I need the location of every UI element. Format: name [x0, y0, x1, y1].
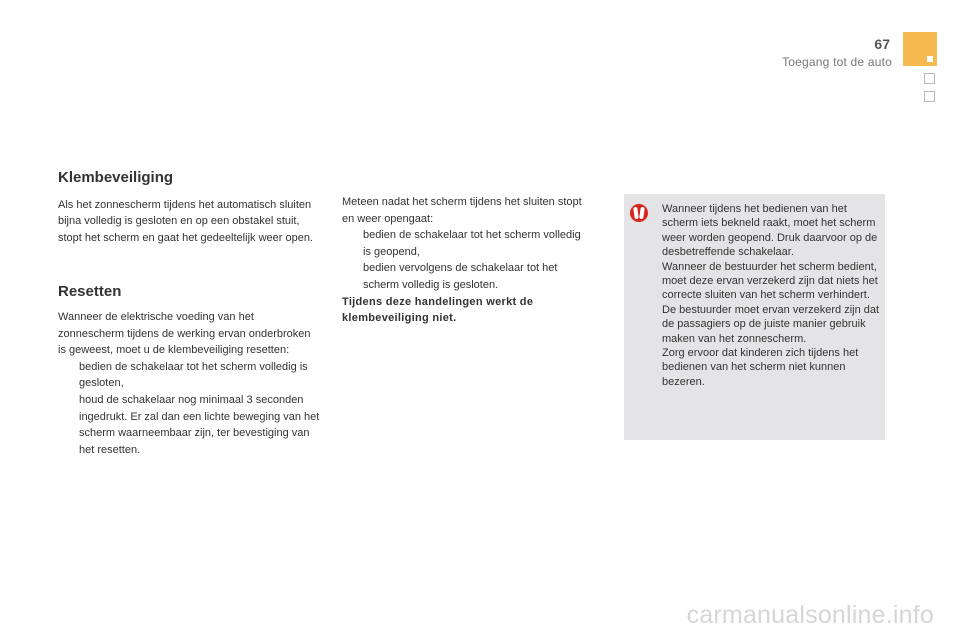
klembeveiliging-heading: Klembeveiliging [58, 169, 174, 186]
list-item-text: bedien vervolgens de schakelaar tot het scherm volledig is gesloten. [363, 262, 558, 291]
tab-square-icon [927, 56, 933, 62]
warning-paragraph: Wanneer tijdens het bedienen van het scherm iets bekneld raakt, moet het scherm weer worden geopend. Druk daarvoor op de desbetreffende schakelaar. [662, 203, 878, 259]
resetten-intro: Wanneer de elektrische voeding van het zonnescherm tijdens de werking ervan onderbroken is geweest, moet u de klembeveiliging resetten: [58, 310, 311, 357]
list-item [342, 260, 590, 293]
middle-column [342, 194, 590, 327]
warning-icon [630, 204, 648, 222]
list-item [58, 392, 320, 458]
chapter-title: Toegang tot de auto [782, 55, 892, 69]
page-number: 67 [874, 36, 890, 52]
chapter-tab-2[interactable] [924, 91, 935, 102]
chapter-tab-active[interactable] [903, 32, 937, 66]
list-item-text: houd de schakelaar nog minimaal 3 seconden ingedrukt. Er zal dan een lichte beweging van het scherm waarneembaar zijn, ter bevestiging van het resetten. [79, 393, 320, 456]
list-item [342, 227, 590, 260]
list-item-text: bedien de schakelaar tot het scherm volledig is gesloten, [79, 360, 308, 390]
warning-paragraph: De bestuurder moet ervan verzekerd zijn dat de passagiers op de juiste manier gebruik maken van het zonnescherm. [662, 303, 880, 345]
reopen-intro: Meteen nadat het scherm tijdens het sluiten stopt en weer opengaat: [342, 196, 582, 225]
list-item [58, 359, 320, 392]
warning-paragraph: Wanneer de bestuurder het scherm bedient, moet deze ervan verzekerd zijn dat niets het correcte sluiten van het scherm verhindert. [662, 260, 878, 302]
bold-note: Tijdens deze handelingen werkt de klembeveiliging niet. [342, 295, 534, 325]
resetten-heading: Resetten [58, 283, 122, 301]
warning-paragraph: Zorg ervoor dat kinderen zich tijdens het bedienen van het scherm niet kunnen bezeren. [662, 347, 859, 388]
watermark: carmanualsonline.info [686, 601, 934, 629]
warning-text [662, 202, 882, 389]
warning-box [624, 194, 885, 440]
list-item-text: bedien de schakelaar tot het scherm volledig is geopend, [363, 229, 581, 258]
left-column [58, 170, 320, 458]
chapter-tab-1[interactable] [924, 73, 935, 84]
klembeveiliging-text: Als het zonnescherm tijdens het automatisch sluiten bijna volledig is gesloten en op een obstakel stuit, stopt het scherm en gaat het gedeeltelijk weer open. [58, 198, 313, 244]
